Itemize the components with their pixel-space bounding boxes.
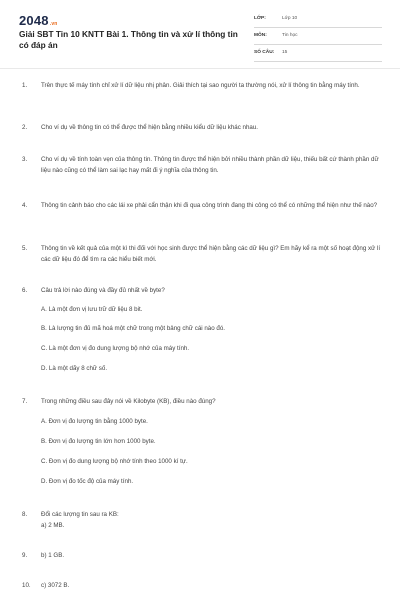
question-text: Câu trả lời nào đúng và đầy đủ nhất về byte? [41, 287, 165, 294]
answer-option[interactable]: C. Là một đơn vị đo dung lượng bộ nhớ của máy tính. [41, 345, 190, 352]
answer-option[interactable]: D. Là một dãy 8 chữ số. [41, 365, 108, 372]
question-number: 2. [22, 124, 28, 131]
page-bottom-fade [0, 594, 400, 600]
subpart-text: a) 2 MB. [41, 522, 65, 529]
meta-row-count [254, 47, 382, 62]
question-number: 8. [22, 511, 28, 518]
question-text: Cho ví dụ về tính toàn vẹn của thông tin. Thông tin được thể hiện bởi nhiều thành phần dữ liệu, thiếu bất cứ thành phần dữ liệu nào cũng có thể làm sai lạc hay mất đi ý nghĩa của thông tin. [41, 156, 379, 174]
meta-value: 15 [282, 50, 288, 55]
question-number: 3. [22, 156, 28, 163]
question-number: 6. [22, 287, 28, 294]
question-text: b) 1 GB. [41, 552, 65, 559]
question-text: Thông tin về kết quả của một kì thi đối với học sinh được thể hiện bằng các dữ liệu gì? Em hãy kể ra một số hoạt động xử lí các dữ liệu đó để tìm ra các hiểu biết mới. [41, 245, 381, 263]
question-number: 7. [22, 398, 28, 405]
meta-row-class [254, 13, 382, 28]
document-title: Giải SBT Tin 10 KNTT Bài 1. Thông tin và xử lí thông tin có đáp án [19, 29, 238, 50]
question-text: c) 3072 B. [41, 582, 70, 589]
answer-option[interactable]: A. Là một đơn vị lưu trữ dữ liệu 8 bit. [41, 306, 143, 313]
document-header [0, 0, 400, 62]
meta-value: Tin học [282, 33, 298, 38]
question-number: 5. [22, 245, 28, 252]
meta-key: LỚP: [254, 16, 266, 21]
question-text: Thông tin cảnh báo cho các lái xe phải cẩn thận khi đi qua công trình đang thi công có thể có những thể hiện như thế nào? [41, 202, 378, 209]
answer-option[interactable]: C. Đơn vị đo dung lượng bộ nhớ tính theo 1000 kí tự. [41, 458, 188, 465]
question-number: 10. [22, 582, 31, 589]
logo-suffix: .vn [49, 21, 58, 27]
answer-option[interactable]: B. Là lượng tin đủ mã hoá một chữ trong một bảng chữ cái nào đó. [41, 325, 225, 332]
question-number: 1. [22, 82, 28, 89]
question-text: Cho ví dụ về thông tin có thể được thể hiện bằng nhiều kiểu dữ liệu khác nhau. [41, 124, 259, 131]
logo-text: 2048 [19, 13, 49, 28]
meta-key: MÔN: [254, 33, 267, 38]
meta-value: Lớp 10 [282, 16, 298, 21]
meta-key: SỐ CÂU: [254, 50, 275, 55]
answer-option[interactable]: B. Đơn vị đo lượng tin lớn hơn 1000 byte. [41, 438, 156, 445]
question-text: Trên thực tế máy tính chỉ xử lí dữ liệu nhị phân. Giải thích tại sao người ta thường nói, xử lí thông tin bằng máy tính. [41, 82, 360, 89]
answer-option[interactable]: D. Đơn vị đo tốc độ của máy tính. [41, 478, 134, 485]
question-list [0, 68, 400, 69]
question-number: 9. [22, 552, 28, 559]
question-number: 4. [22, 202, 28, 209]
question-text: Trong những điều sau đây nói về Kilobyte (KB), điều nào đúng? [41, 398, 216, 405]
answer-option[interactable]: A. Đơn vị đo lượng tin bằng 1000 byte. [41, 418, 148, 425]
question-text: Đổi các lượng tin sau ra KB: [41, 511, 119, 518]
meta-table [254, 13, 382, 64]
meta-row-subject [254, 30, 382, 45]
site-logo[interactable] [19, 13, 58, 28]
